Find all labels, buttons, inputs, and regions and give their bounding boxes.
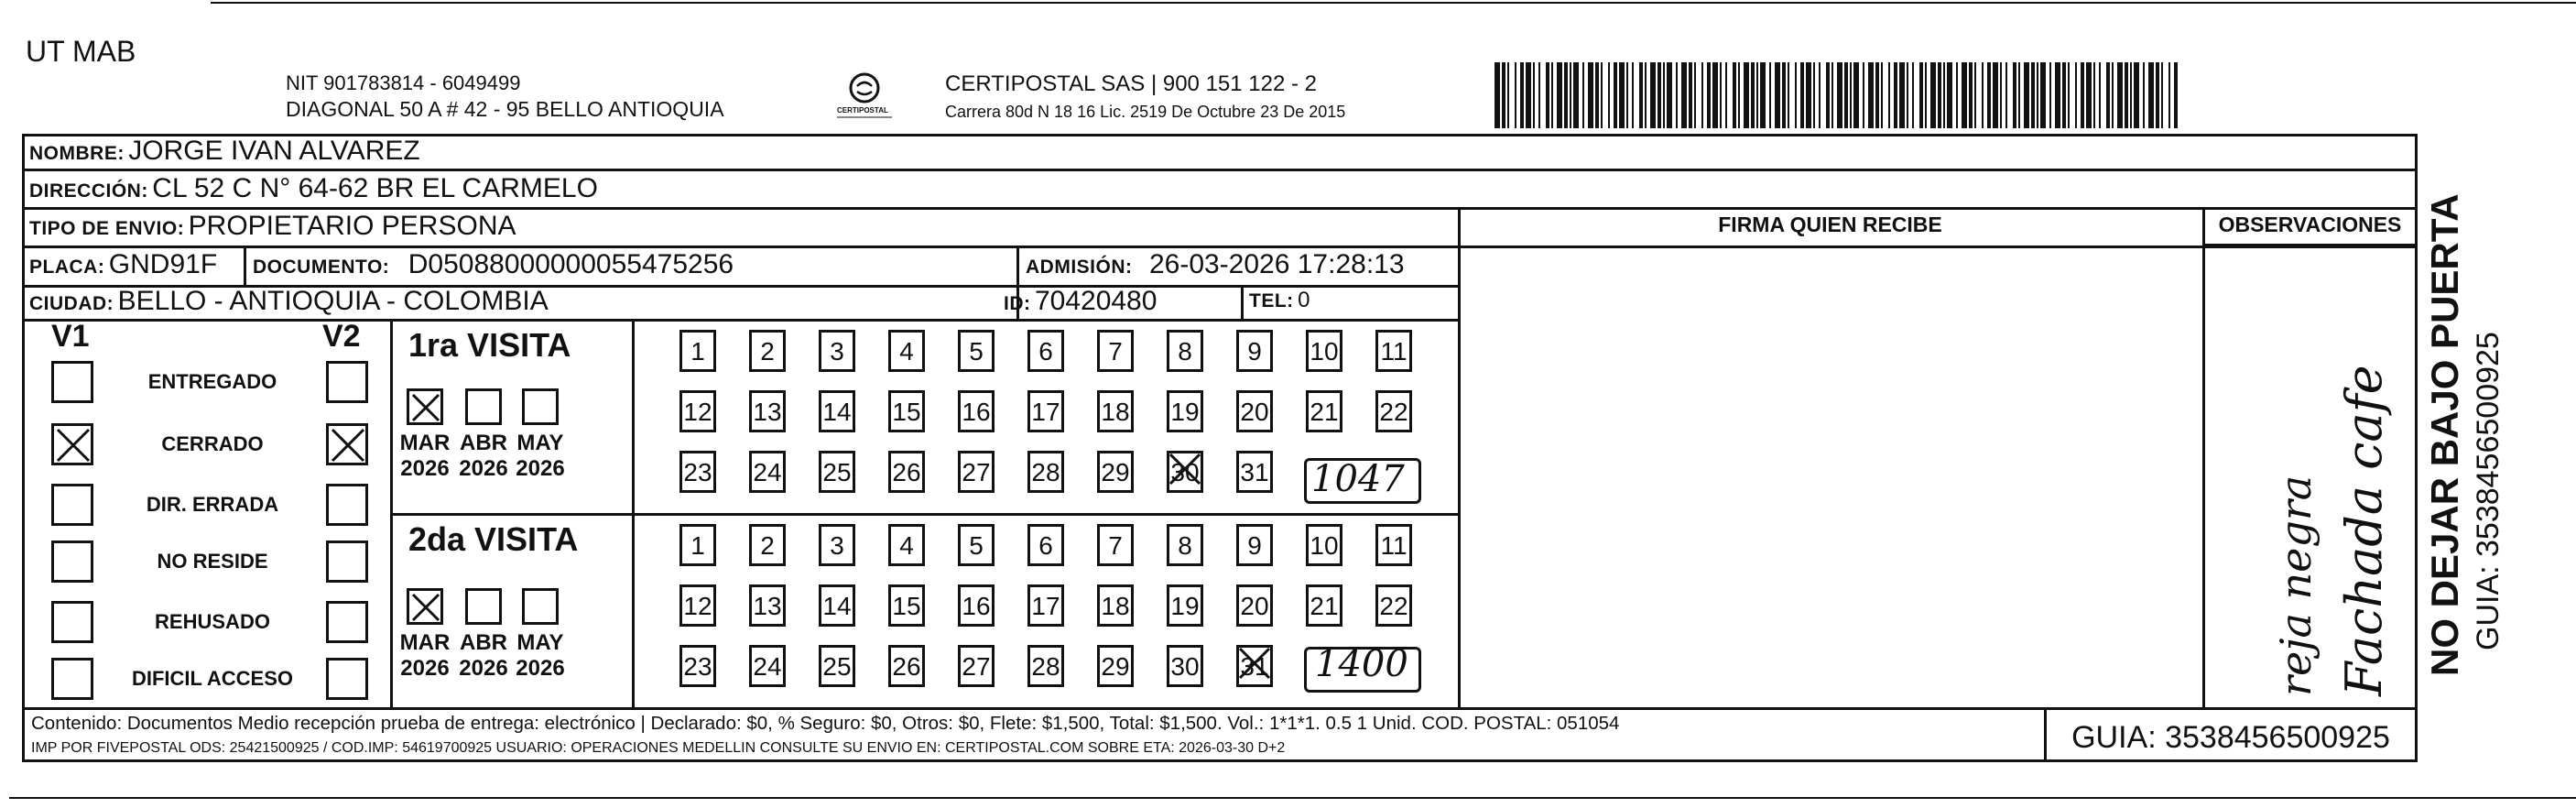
month-name: MAY [516,630,564,655]
day-box[interactable]: 7 [1097,524,1134,566]
col-line [2202,207,2205,707]
barcode-bar [1573,62,1579,128]
id-cell [1004,286,1157,317]
barcode-bar [1619,62,1625,128]
bottom-border-line [9,797,2576,799]
barcode-bar [1533,62,1535,128]
row-line [22,207,2418,210]
v1-checkbox[interactable] [51,658,93,700]
barcode-bar [2081,62,2084,128]
footer-guia: GUIA: 3538456500925 [2071,720,2390,755]
day-box[interactable]: 30 [1167,451,1203,493]
day-box[interactable]: 26 [888,645,925,687]
day-box[interactable]: 4 [888,330,925,372]
tipo-label: TIPO DE ENVIO: [29,218,185,239]
footer-content-line: Contenido: Documentos Medio recepción prueba de entrega: electrónico | Declarado: $0, % Seguro: $0, Otros: $0, Flete: $1,500, Total: $1,500. Vol.: 1*1*1. 0.5 1 Unid. COD. POSTAL: 051054 [31,713,1620,734]
direccion-value: CL 52 C N° 64-62 BR EL CARMELO [152,173,598,203]
barcode-bar [1733,62,1736,128]
admision-cell [1026,249,1405,280]
barcode-bar [1800,62,1804,128]
barcode-bar [1707,62,1711,128]
visit2-title: 2da VISITA [408,520,579,558]
day-box[interactable]: 26 [888,451,925,493]
barcode-bar [1826,62,1830,128]
barcode-bar [1844,62,1848,128]
day-box[interactable]: 20 [1236,584,1273,627]
id-label: ID: [1004,293,1031,314]
day-box[interactable]: 9 [1236,524,1273,566]
nombre-value: JORGE IVAN ALVAREZ [128,136,420,166]
nombre-label: NOMBRE: [29,143,125,164]
barcode-bar [1930,62,1936,128]
documento-value: D05088000000055475256 [408,249,734,279]
day-box[interactable]: 9 [1236,330,1273,372]
barcode-bar [1681,62,1687,128]
day-box[interactable]: 14 [819,584,855,627]
status-option-label: REHUSADO [155,610,270,633]
barcode-bar [1546,62,1549,128]
barcode-bar [2062,62,2066,128]
day-box[interactable]: 27 [958,451,995,493]
status-option-label: DIR. ERRADA [146,493,279,516]
barcode-bar [2018,62,2020,128]
day-box[interactable]: 21 [1306,390,1342,432]
firma-header: FIRMA QUIEN RECIBE [1718,213,1942,236]
month-label [397,630,452,682]
barcode-bar [2168,62,2170,128]
barcode-bar [1515,62,1516,128]
barcode-bar [1694,62,1696,128]
barcode-bar [1925,62,1927,128]
barcode-bar [1650,62,1656,128]
check-mark-icon [1167,451,1205,489]
barcode-bar [1782,62,1786,128]
day-box[interactable]: 22 [1375,584,1412,627]
barcode-bar [1775,62,1780,128]
barcode-bar [1993,62,1998,128]
day-box[interactable]: 2 [749,330,786,372]
barcode-bar [2000,62,2002,128]
day-box[interactable]: 16 [958,584,995,627]
barcode-bar [2125,62,2128,128]
barcode-bar [1582,62,1584,128]
top-border-line [211,2,2576,4]
day-box[interactable]: 7 [1097,330,1134,372]
documento-cell [253,249,734,280]
barcode [1495,62,2179,128]
day-box[interactable]: 6 [1027,330,1064,372]
day-box[interactable]: 10 [1306,330,1342,372]
barcode-bar [1863,62,1864,128]
day-mark [1167,451,1203,493]
month-checkbox[interactable] [522,388,559,425]
check-mark-icon [54,426,94,466]
visit1-handwritten-time: 1047 [1311,458,1405,500]
certipostal-line2: Carrera 80d N 18 16 Lic. 2519 De Octubre 23 De 2015 [945,103,1346,121]
tel-value: 0 [1298,288,1310,312]
barcode-bar [1712,62,1718,128]
month-name: ABR [460,431,507,455]
observaciones-header: OBSERVACIONES [2218,213,2402,236]
day-box[interactable]: 1 [679,524,716,566]
company-name: UT MAB [26,35,136,68]
barcode-bar [2005,62,2007,128]
day-box[interactable]: 11 [1375,524,1412,566]
row-line [22,246,2418,248]
barcode-bar [1982,62,1984,128]
barcode-bar [2134,62,2139,128]
barcode-bar [1588,62,1593,128]
day-box[interactable]: 27 [958,645,995,687]
v1-checkbox[interactable] [51,540,93,583]
barcode-bar [1881,62,1883,128]
barcode-bar [2068,62,2070,128]
barcode-bar [1813,62,1815,128]
barcode-bar [1894,62,1897,128]
barcode-bar [1919,62,1923,128]
day-box[interactable]: 1 [679,330,716,372]
row-line [22,169,2418,171]
v2-checkbox[interactable] [326,540,368,583]
barcode-bar [2031,62,2035,128]
barcode-bar [1495,62,1500,128]
barcode-bar [1689,62,1692,128]
month-year: 2026 [516,656,565,681]
v2-checkbox[interactable] [326,601,368,643]
check-mark-icon [409,591,444,626]
barcode-bar [1943,62,1945,128]
placa-cell [29,249,217,280]
v2-checkbox[interactable] [326,658,368,700]
day-box[interactable]: 15 [888,584,925,627]
logo-text: CERTIPOSTAL [837,106,888,115]
day-box[interactable]: 11 [1375,330,1412,372]
barcode-bar [1507,62,1509,128]
v1-checkbox[interactable] [51,484,93,526]
day-box[interactable]: 20 [1236,390,1273,432]
barcode-bar [2024,62,2029,128]
ciudad-value: BELLO - ANTIOQUIA - COLOMBIA [117,286,549,316]
day-box[interactable]: 30 [1167,645,1203,687]
check-mark-icon [1236,645,1275,683]
visit2-handwritten-time: 1400 [1315,643,1408,685]
barcode-bar [2086,62,2092,128]
barcode-bar [2075,62,2077,128]
day-box[interactable]: 19 [1167,584,1203,627]
placa-label: PLACA: [29,257,105,278]
direccion-row [29,173,598,204]
tipo-row [29,211,516,242]
barcode-bar [1875,62,1879,128]
day-box[interactable]: 28 [1027,645,1064,687]
barcode-bar [1658,62,1661,128]
month-name: MAR [399,630,451,655]
tipo-value: PROPIETARIO PERSONA [188,211,516,241]
day-mark [1236,645,1273,687]
month-year: 2026 [459,456,508,481]
month-label [456,630,511,682]
month-checkbox[interactable] [407,388,443,425]
barcode-bar [2143,62,2145,128]
day-box[interactable]: 15 [888,390,925,432]
barcode-bar [1626,62,1628,128]
status-option-label: DIFICIL ACCESO [131,667,293,690]
day-box[interactable]: 31 [1236,645,1273,687]
v1-checkbox[interactable] [51,601,93,643]
day-box[interactable]: 22 [1375,390,1412,432]
certipostal-logo [831,71,897,126]
row-line [2202,244,2418,246]
barcode-bar [2156,62,2159,128]
month-label [513,431,568,482]
v2-checkbox[interactable] [326,423,368,465]
month-label [513,630,568,682]
day-box[interactable]: 6 [1027,524,1064,566]
day-box[interactable]: 29 [1097,451,1134,493]
barcode-bar [1947,62,1952,128]
id-value: 70420480 [1034,286,1158,316]
barcode-bar [1837,62,1842,128]
day-box[interactable]: 12 [679,390,716,432]
barcode-bar [1850,62,1852,128]
day-box[interactable]: 13 [749,584,786,627]
col-line [1241,285,1244,319]
tel-cell [1249,288,1310,313]
day-box[interactable]: 13 [749,390,786,432]
barcode-bar [1570,62,1571,128]
v2-heading: V2 [322,319,361,354]
month-checkbox[interactable] [465,588,502,625]
barcode-bar [1751,62,1755,128]
month-year: 2026 [459,656,508,681]
barcode-bar [1595,62,1599,128]
observation-handwriting-2: Fachada cafe [2335,365,2393,696]
barcode-bar [1639,62,1643,128]
day-box[interactable]: 24 [749,451,786,493]
barcode-bar [1788,62,1789,128]
col-line [1458,207,1461,707]
day-box[interactable]: 10 [1306,524,1342,566]
barcode-bar [1912,62,1914,128]
barcode-bar [1956,62,1958,128]
barcode-bar [1538,62,1540,128]
day-box[interactable]: 3 [819,330,855,372]
month-label [397,431,452,482]
barcode-bar [1608,62,1610,128]
day-box[interactable]: 19 [1167,390,1203,432]
v1-heading: V1 [51,319,90,354]
month-name: MAY [516,431,564,455]
row-line [390,513,1458,516]
v2-checkbox[interactable] [326,484,368,526]
col-line [632,319,635,707]
v1-checkbox[interactable] [51,361,93,403]
barcode-bar [1725,62,1727,128]
barcode-bar [2013,62,2016,128]
barcode-bar [2148,62,2154,128]
day-box[interactable]: 4 [888,524,925,566]
month-checkbox[interactable] [522,588,559,625]
barcode-bar [2117,62,2123,128]
barcode-bar [1888,62,1890,128]
barcode-bar [1564,62,1568,128]
day-box[interactable]: 21 [1306,584,1342,627]
barcode-bar [1744,62,1749,128]
check-mark-icon [329,426,369,466]
status-option-label: CERRADO [161,432,264,455]
row-line [22,707,2418,710]
row-line [22,319,1458,322]
v2-checkbox[interactable] [326,361,368,403]
day-box[interactable]: 18 [1097,390,1134,432]
barcode-bar [2112,62,2114,128]
status-option-label: NO RESIDE [157,550,268,573]
barcode-bar [2055,62,2060,128]
barcode-bar [1520,62,1524,128]
col-line [390,319,393,707]
barcode-bar [1853,62,1859,128]
visit1-title: 1ra VISITA [408,326,571,364]
v1-checkbox[interactable] [51,423,93,465]
barcode-bar [1551,62,1553,128]
barcode-bar [2174,62,2178,128]
company-address: DIAGONAL 50 A # 42 - 95 BELLO ANTIOQUIA [286,97,724,121]
barcode-bar [1831,62,1833,128]
barcode-bar [1614,62,1617,128]
barcode-bar [1720,62,1722,128]
documento-label: DOCUMENTO: [253,257,390,278]
admision-label: ADMISIÓN: [1026,257,1133,278]
barcode-bar [1962,62,1967,128]
day-box[interactable]: 17 [1027,390,1064,432]
barcode-bar [1868,62,1874,128]
direccion-label: DIRECCIÓN: [29,180,148,202]
barcode-bar [1938,62,1941,128]
barcode-bar [1667,62,1672,128]
barcode-bar [1526,62,1531,128]
day-box[interactable]: 28 [1027,451,1064,493]
day-box[interactable]: 8 [1167,330,1203,372]
barcode-bar [2106,62,2110,128]
barcode-bar [2037,62,2038,128]
nit: NIT 901783814 - 6049499 [286,71,521,94]
day-box[interactable]: 24 [749,645,786,687]
barcode-bar [1969,62,1973,128]
barcode-bar [2161,62,2163,128]
barcode-bar [2099,62,2101,128]
month-year: 2026 [400,656,450,681]
day-box[interactable]: 31 [1236,451,1273,493]
day-box[interactable]: 23 [679,451,716,493]
footer-print-line: IMP POR FIVEPOSTAL ODS: 25421500925 / COD.IMP: 54619700925 USUARIO: OPERACIONES MEDELLIN CONSULTE SU ENVIO EN: CERTIPOSTAL.COM SOBRE ETA: 2026-03-30 D+2 [31,740,1286,756]
day-box[interactable]: 8 [1167,524,1203,566]
day-box[interactable]: 17 [1027,584,1064,627]
day-box[interactable]: 12 [679,584,716,627]
month-name: MAR [399,431,451,455]
month-year: 2026 [400,456,450,481]
day-box[interactable]: 14 [819,390,855,432]
barcode-bar [1907,62,1908,128]
day-box[interactable]: 5 [958,330,995,372]
barcode-bar [1987,62,1991,128]
day-box[interactable]: 3 [819,524,855,566]
month-name: ABR [460,630,507,655]
day-box[interactable]: 25 [819,645,855,687]
barcode-bar [2093,62,2095,128]
day-box[interactable]: 29 [1097,645,1134,687]
col-line [244,246,246,285]
no-dejar-bajo-puerta: NO DEJAR BAJO PUERTA [2423,193,2466,676]
barcode-bar [1601,62,1603,128]
admision-value: 26-03-2026 17:28:13 [1148,249,1405,279]
tel-label: TEL: [1249,290,1294,311]
barcode-bar [1738,62,1740,128]
day-box[interactable]: 5 [958,524,995,566]
observation-handwriting-1: reja negra [2271,475,2321,696]
day-box[interactable]: 16 [958,390,995,432]
month-label [456,431,511,482]
barcode-bar [1701,62,1703,128]
day-box[interactable]: 25 [819,451,855,493]
barcode-bar [1645,62,1647,128]
barcode-bar [1557,62,1562,128]
barcode-bar [1676,62,1678,128]
month-year: 2026 [516,456,565,481]
barcode-bar [1632,62,1634,128]
placa-value: GND91F [108,249,218,279]
barcode-bar [2130,62,2132,128]
barcode-bar [1899,62,1905,128]
day-box[interactable]: 23 [679,645,716,687]
barcode-bar [1806,62,1811,128]
certipostal-line1: CERTIPOSTAL SAS | 900 151 122 - 2 [945,71,1317,96]
ciudad-cell [29,286,549,317]
barcode-bar [1795,62,1797,128]
barcode-bar [2040,62,2046,128]
status-option-label: ENTREGADO [147,370,277,393]
month-checkbox[interactable] [465,388,502,425]
check-mark-icon [409,391,444,426]
ciudad-label: CIUDAD: [29,293,114,314]
barcode-bar [1819,62,1821,128]
barcode-bar [1769,62,1771,128]
barcode-bar [1756,62,1758,128]
day-box[interactable]: 18 [1097,584,1134,627]
day-box[interactable]: 2 [749,524,786,566]
month-checkbox[interactable] [407,588,443,625]
barcode-bar [1760,62,1766,128]
barcode-bar [1502,62,1505,128]
side-guia: GUIA: 3538456500925 [2471,332,2505,650]
barcode-bar [2049,62,2051,128]
nombre-row [29,136,420,167]
barcode-bar [1663,62,1665,128]
barcode-bar [1974,62,1976,128]
